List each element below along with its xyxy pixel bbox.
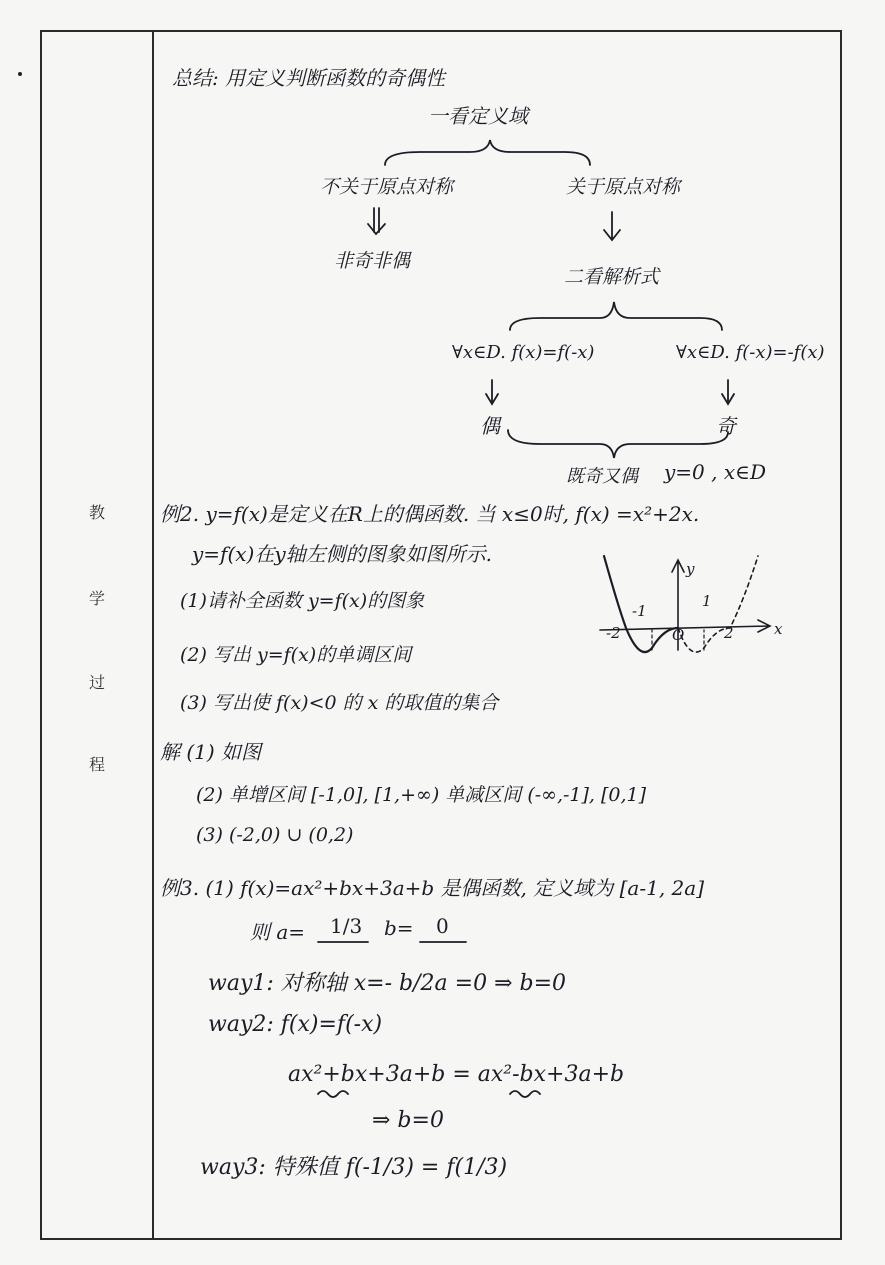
both-label: 既奇又偶 [566, 466, 638, 487]
even-label: 偶 [480, 414, 500, 438]
example3-b-prefix: b= [384, 916, 414, 940]
brace-middle [510, 302, 722, 330]
branch-right-label: 关于原点对称 [566, 176, 681, 198]
solution-answer-2: (2) 单增区间 [-1,0], [1,+∞) 单减区间 (-∞,-1], [0,1] [196, 784, 647, 806]
example3-answer-prefix: 则 a= [250, 920, 306, 944]
way2-line: way2: f(x)=f(-x) [208, 1012, 383, 1037]
graph-label-pos1: 1 [702, 592, 712, 610]
way1-line: way1: 对称轴 x=- b/2a =0 ⇒ b=0 [208, 971, 567, 996]
graph-label-x: x [774, 620, 783, 638]
odd-label: 奇 [716, 414, 736, 438]
step1-label: 一看定义域 [428, 104, 528, 128]
wavy-underline-left [318, 1091, 348, 1097]
graph-label-pos2: 2 [724, 624, 734, 642]
way2-equation: ax²+bx+3a+b = ax²-bx+3a+b [288, 1062, 625, 1087]
example2-line2: y=f(x)在y轴左侧的图象如图所示. [192, 542, 492, 566]
example3-b-value: 0 [436, 914, 449, 938]
arrow-left [368, 208, 385, 234]
solution-label: 解 (1) 如图 [160, 740, 262, 764]
left-result-label: 非奇非偶 [334, 250, 411, 272]
side-char-process: 过 [88, 673, 105, 692]
step2-label: 二看解析式 [564, 266, 660, 288]
side-char-teach: 教 [88, 503, 105, 522]
summary-title: 总结: 用定义判断函数的奇偶性 [172, 66, 446, 90]
graph-label-neg2: -2 [606, 624, 621, 642]
function-graph [600, 556, 770, 652]
example3-line1: 例3. (1) f(x)=ax²+bx+3a+b 是偶函数, 定义域为 [a-1, 2a] [160, 876, 705, 900]
arrow-even [486, 380, 498, 404]
graph-label-origin: O [672, 626, 685, 644]
arrow-odd [722, 380, 734, 404]
even-condition: ∀x∈D. f(x)=f(-x) [452, 342, 595, 363]
way3-line: way3: 特殊值 f(-1/3) = f(1/3) [200, 1155, 508, 1180]
example2-q2: (2) 写出 y=f(x)的单调区间 [180, 644, 412, 666]
wavy-underline-right [510, 1091, 540, 1097]
way2-result: ⇒ b=0 [372, 1108, 444, 1133]
graph-label-neg1: -1 [632, 602, 647, 620]
solution-answer-3: (3) (-2,0) ∪ (0,2) [196, 824, 354, 846]
example2-line1: 例2. y=f(x)是定义在R上的偶函数. 当 x≤0时, f(x) =x²+2x. [160, 502, 700, 526]
brace-top [385, 140, 590, 165]
example2-q1: (1)请补全函数 y=f(x)的图象 [180, 590, 425, 612]
brace-bottom [508, 430, 728, 458]
branch-left-label: 不关于原点对称 [320, 176, 454, 198]
example2-q3: (3) 写出使 f(x)<0 的 x 的取值的集合 [180, 692, 499, 714]
example3-a-value: 1/3 [330, 914, 363, 938]
arrow-right [604, 212, 620, 240]
side-char-course: 程 [88, 755, 105, 774]
both-expression: y=0 , x∈D [664, 460, 766, 484]
graph-label-y: y [686, 560, 695, 578]
side-char-learn: 学 [88, 589, 105, 608]
odd-condition: ∀x∈D. f(-x)=-f(x) [676, 342, 825, 363]
